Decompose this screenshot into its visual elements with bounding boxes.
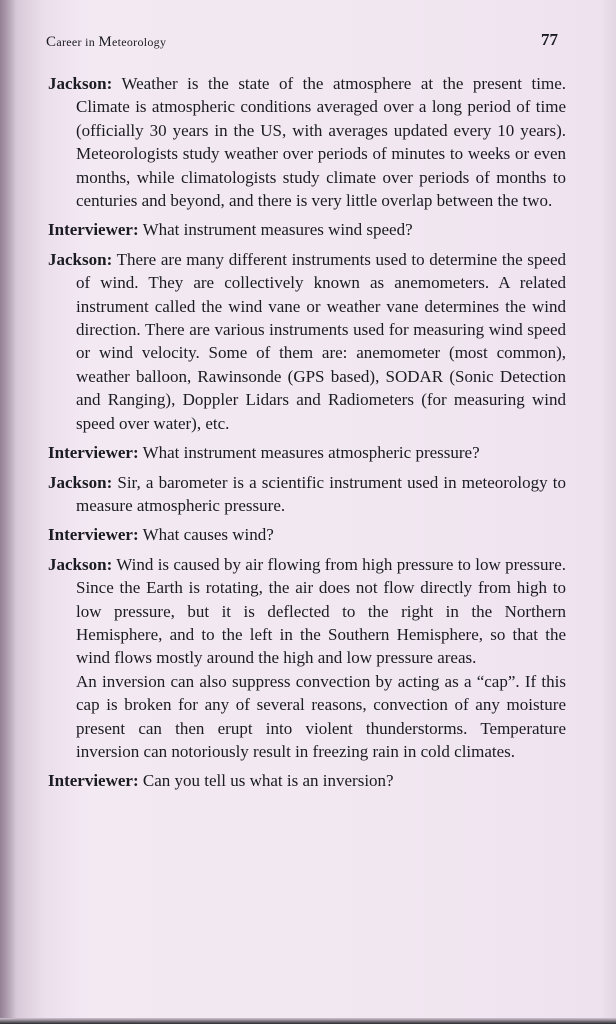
entry-text: What instrument measures atmospheric pressure? (142, 443, 480, 463)
page-body (48, 72, 566, 799)
entry-continuation-paragraph: An inversion can also suppress convection by acting as a “cap”. If this cap is broken for any of several reasons, convection of any moisture present can then erupt into violent thunderstorms. Temperature inversion can notoriously result in freezing rain in cold climates. (76, 671, 566, 761)
running-head (46, 34, 166, 51)
entry-text: Can you tell us what is an inversion? (142, 771, 394, 791)
speaker-label: Jackson: (48, 74, 113, 93)
entry-text: There are many different instruments used to determine the speed of wind. They are collectively known as anemometers. A related instrument called the wind vane or weather vane determines the wind direction. There are various instruments used for measuring wind speed or wind velocity. Some of them are: anemometer (most common), weather balloon, Rawinsonde (GPS based), SODAR (Sonic Detection and Ranging), Doppler Lidars and Radiometers (for measuring wind speed over water), etc. (76, 249, 566, 433)
page-number: 77 (541, 30, 558, 49)
running-head-initial-2: M (98, 34, 112, 50)
speaker-label: Jackson: (48, 554, 113, 574)
dialogue-entry (48, 471, 566, 518)
entry-text: Weather is the state of the atmosphere at the present time. Climate is atmospheric conditions averaged over a long period of time (officially 30 years in the US, with averages updated every 10 years). Meteorologists study weather over periods of minutes to weeks or even months, while climatologists study climate over periods of months to centuries and beyond, and there is very little overlap between the two. (76, 74, 566, 211)
speaker-label: Interviewer: (48, 525, 139, 545)
entry-text: What instrument measures wind speed? (142, 220, 413, 240)
dialogue-entry (48, 218, 566, 241)
speaker-label: Interviewer: (48, 771, 139, 791)
entry-text: Wind is caused by air flowing from high pressure to low pressure. Since the Earth is rotating, the air does not flow directly from high to low pressure, but it is deflected to the right in the Northern Hemisphere, and to the left in the Southern Hemisphere, so that the wind flows mostly around the high and low pressure areas. (76, 554, 566, 668)
entry-text: What causes wind? (142, 525, 274, 545)
dialogue-entry (48, 523, 566, 546)
dialogue-entry (48, 553, 566, 764)
entry-text: Sir, a barometer is a scientific instrument used in meteorology to measure atmospheric pressure. (76, 472, 567, 515)
gutter-shadow (0, 0, 16, 1024)
dialogue-entry (48, 441, 566, 464)
speaker-label: Jackson: (48, 472, 113, 492)
dialogue-entry (48, 248, 566, 435)
running-head-rest-1: areer in (56, 35, 99, 49)
running-head-rest-2: eteorology (111, 35, 167, 49)
speaker-label: Interviewer: (48, 220, 139, 240)
dialogue-entry (48, 769, 566, 792)
running-head-initial-1: C (46, 34, 57, 50)
dialogue-entry (48, 72, 566, 212)
speaker-label: Jackson: (48, 249, 113, 269)
speaker-label: Interviewer: (48, 443, 139, 463)
page-bottom-edge (0, 1018, 616, 1024)
